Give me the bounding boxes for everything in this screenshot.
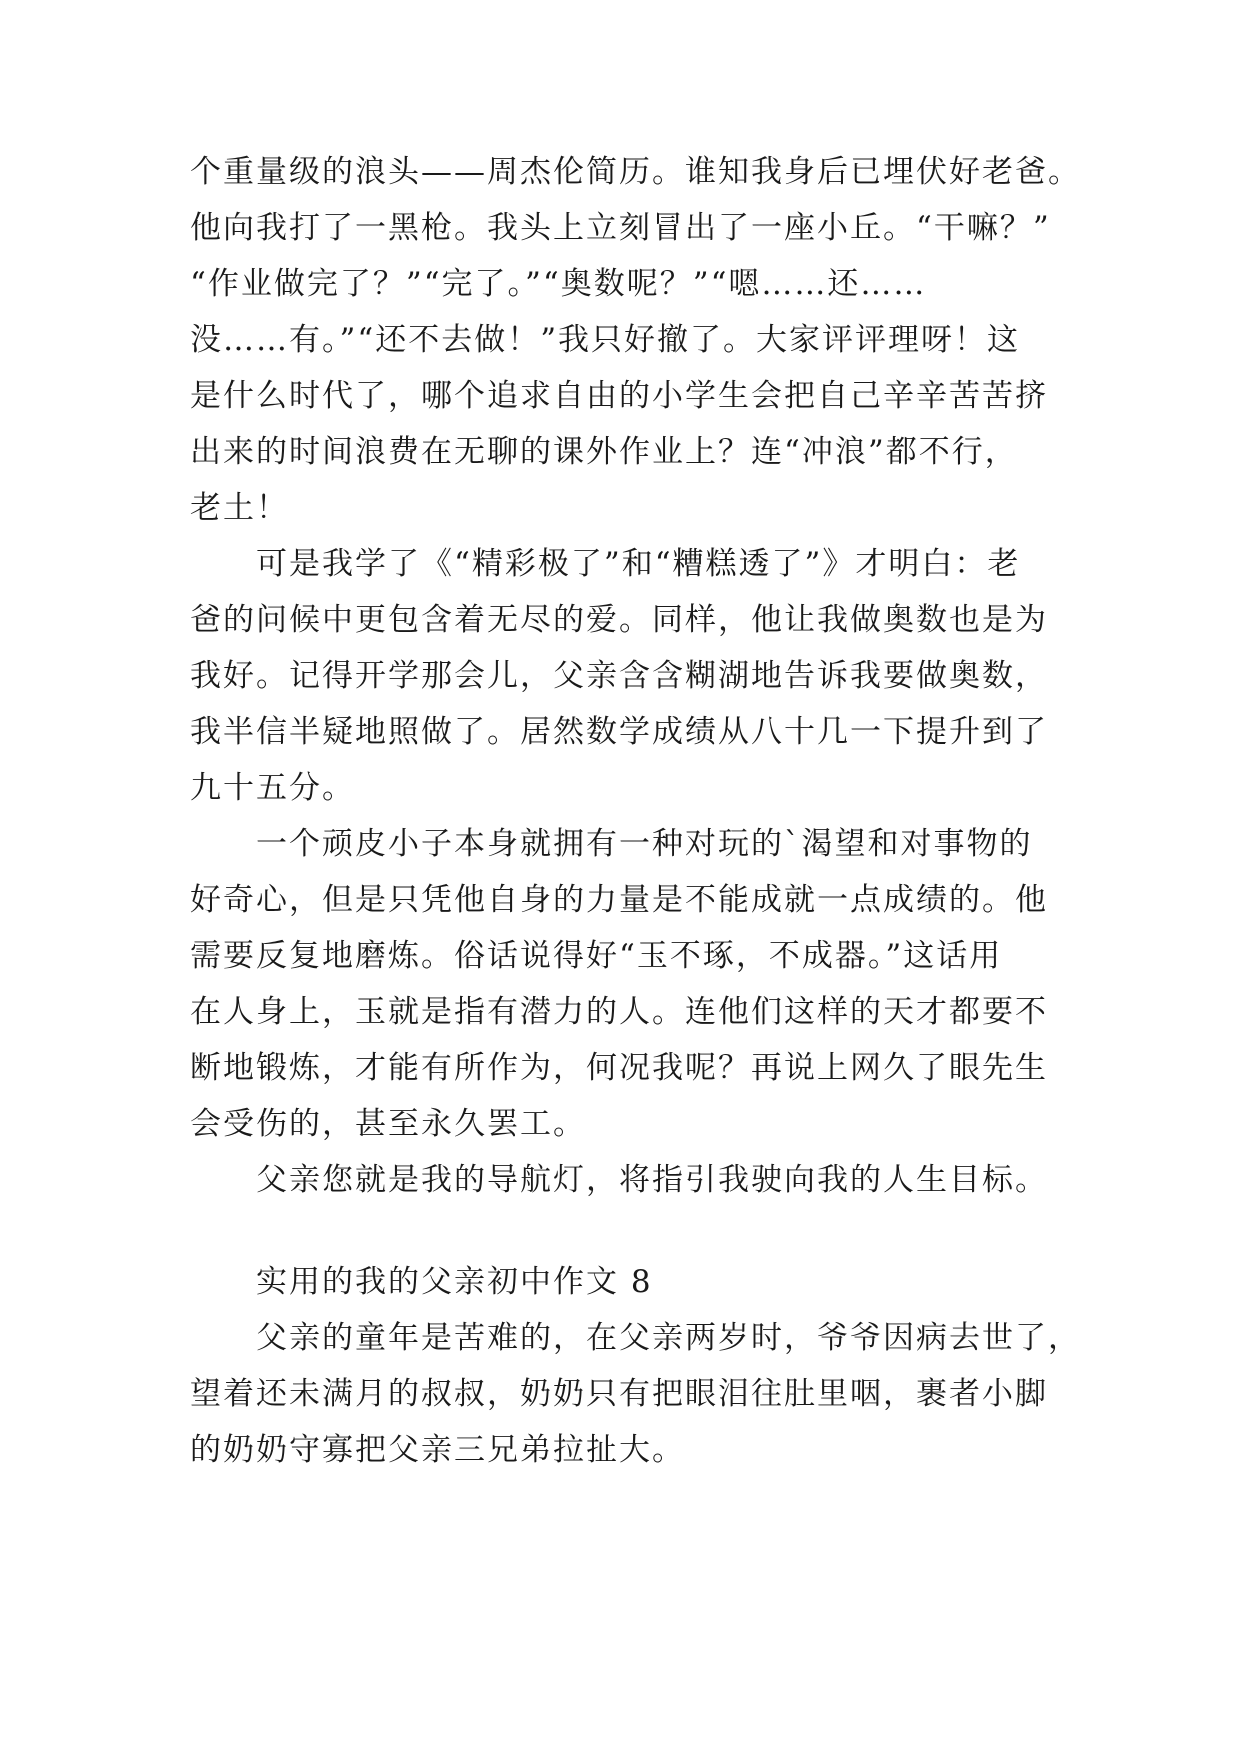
text-line: 我半信半疑地照做了。居然数学成绩从八十几一下提升到了 (190, 714, 1048, 750)
text-line: 的奶奶守寡把父亲三兄弟拉扯大。 (190, 1432, 685, 1468)
paragraph-first-line: 父亲的童年是苦难的，在父亲两岁时，爷爷因病去世了， (256, 1320, 1081, 1356)
text-line: 在人身上，玉就是指有潜力的人。连他们这样的天才都要不 (190, 994, 1048, 1030)
section-heading: 实用的我的父亲初中作文 8 (256, 1264, 653, 1300)
text-line: “作业做完了？”“完了。”“奥数呢？”“嗯……还…… (190, 266, 927, 302)
text-line: 个重量级的浪头——周杰伦简历。谁知我身后已埋伏好老爸。 (190, 154, 1081, 190)
text-line: 望着还未满月的叔叔，奶奶只有把眼泪往肚里咽，裹者小脚 (190, 1376, 1048, 1412)
text-line: 是什么时代了，哪个追求自由的小学生会把自己辛辛苦苦挤 (190, 378, 1048, 414)
text-line: 会受伤的，甚至永久罢工。 (190, 1106, 586, 1142)
text-line: 我好。记得开学那会儿，父亲含含糊湖地告诉我要做奥数， (190, 658, 1048, 694)
paragraph-first-line: 可是我学了《“精彩极了”和“糟糕透了”》才明白：老 (256, 546, 1021, 582)
text-line: 断地锻炼，才能有所作为，何况我呢？再说上网久了眼先生 (190, 1050, 1048, 1086)
paragraph-first-line: 一个顽皮小子本身就拥有一种对玩的`渴望和对事物的 (256, 826, 1033, 862)
text-line: 没……有。”“还不去做！”我只好撤了。大家评评理呀！这 (190, 322, 1021, 358)
text-line: 九十五分。 (190, 770, 355, 806)
text-line: 他向我打了一黑枪。我头上立刻冒出了一座小丘。“干嘛？” (190, 210, 1051, 246)
text-line: 爸的问候中更包含着无尽的爱。同样，他让我做奥数也是为 (190, 602, 1048, 638)
text-line: 需要反复地磨炼。俗话说得好“玉不琢，不成器。”这话用 (190, 938, 1003, 974)
paragraph-first-line: 父亲您就是我的导航灯，将指引我驶向我的人生目标。 (256, 1162, 1048, 1198)
text-line: 出来的时间浪费在无聊的课外作业上？连“冲浪”都不行， (190, 434, 1018, 470)
text-line: 好奇心，但是只凭他自身的力量是不能成就一点成绩的。他 (190, 882, 1048, 918)
text-line: 老土！ (190, 490, 289, 526)
